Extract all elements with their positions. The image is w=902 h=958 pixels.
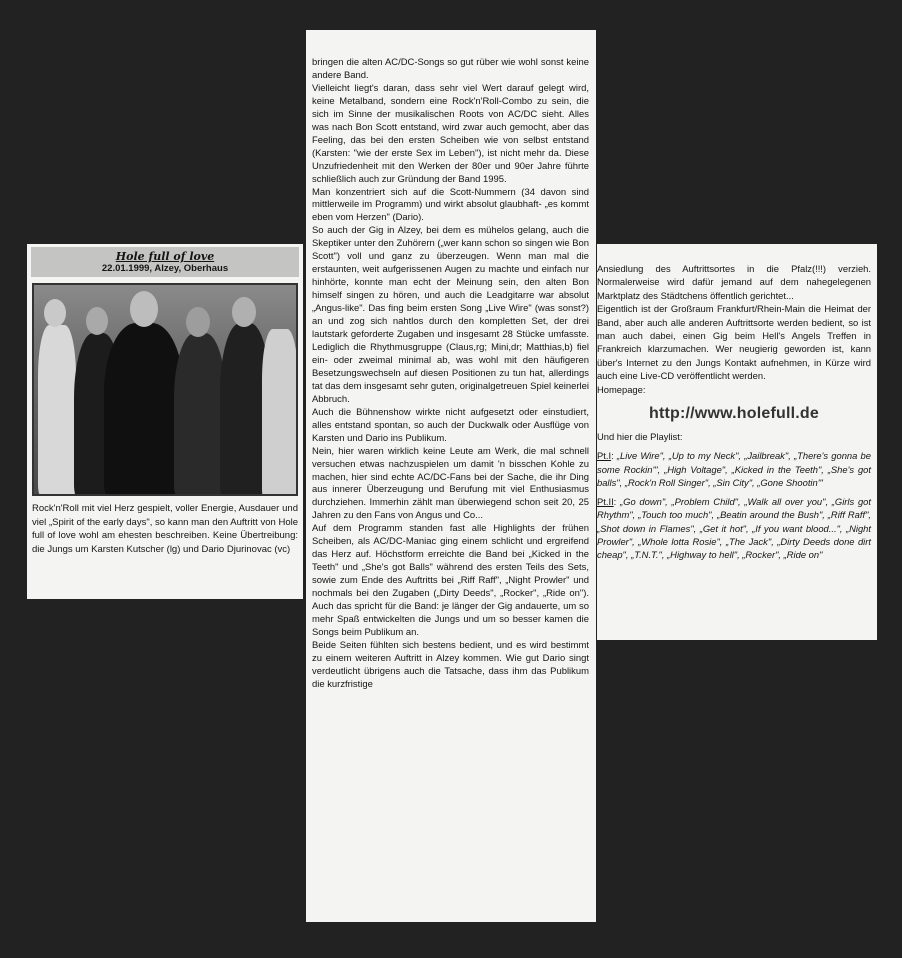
article-dateline: 22.01.1999, Alzey, Oberhaus: [101, 263, 229, 274]
paragraph: Eigentlich ist der Großraum Frankfurt/Rhein-Main die Heimat der Band, aber auch alle anderen Auftrittsorte werden bedient, so ist man auch dabei, einen Gig beim Hell's Angels Treffen in Frankreich klarzumachen. Wer neugierig geworden ist, kann über's Internet zu den Jungs Kontakt aufnehmen, in Kürze wird auch eine Live-CD veröffentlicht werden.: [597, 303, 871, 382]
paragraph: Vielleicht liegt's daran, dass sehr viel Wert darauf gelegt wird, keine Metalband, sondern eine Rock'n'Roll-Combo zu sein, die sich im Sinne der musikalischen Roots von AC/DC sieht. Alles was nach Bon Scott entstand, wird zwar auch gemocht, aber das Feeling, das bei den ersten Scheiben wie von selbst entstand (Karsten: "wie der erste Sex im Leben"), ist nicht mehr da. Diese Unzufriedenheit mit den Werken der 80er und 90er Jahre führte schließlich auch zur Gründung der Band 1995.: [312, 82, 589, 185]
article-outro-clipping: [597, 244, 877, 640]
paragraph: Auch die Bühnenshow wirkte nicht aufgesetzt oder einstudiert, alles entstand spontan, so auch der Duckwalk oder Ausflüge von Karsten und Dario ins Publikum.: [312, 406, 589, 444]
playlist-part-1: Pt.I: „Live Wire", „Up to my Neck", „Jailbreak", „There's gonna be some Rockin'", „High Voltage", „Kicked in the Teeth", „She's got balls", „Rock'n Roll Singer", „Sin City", „Gone Shootin'": [597, 450, 871, 489]
paragraph: bringen die alten AC/DC-Songs so gut rüber wie wohl sonst keine andere Band.: [312, 57, 589, 81]
band-photo: [32, 283, 298, 496]
playlist-label: Und hier die Playlist:: [597, 431, 683, 443]
homepage-url: http://www.holefull.de: [648, 405, 819, 423]
article-header: [31, 247, 299, 277]
paragraph: Beide Seiten fühlten sich bestens bedient, und es wird bestimmt zu einem weiteren Auftritt in Alzey kommen. Wie gut Dario singt verdeutlicht übrigens auch die Tatsache, dass ihm das Publikum die kurzfristige: [312, 639, 589, 690]
paragraph: Ansiedlung des Auftrittsortes in die Pfalz(!!!) verzieh. Normalerweise wird dafür jemand auf dem nahegelegenen Marktplatz des Städtchens öffentlich gerichtet...: [597, 263, 871, 301]
playlist-part-2: Pt.II: „Go down", „Problem Child", „Walk all over you", „Girls got Rhythm", „Touch too much", „Beatin around the Bush", „Riff Raff", „Shot down in Flames", „Get it hot", „If you want blood...", „Night Prowler", „Whole lotta Rosie", „The Jack", „Dirty Deeds done dirt cheap", „T.N.T.", „Highway to hell", „Rocker", „Ride on": [597, 495, 871, 561]
paragraph: Nein, hier waren wirklich keine Leute am Werk, die mal schnell versuchen etwas nachzuspielen um damit 'n bisschen Kohle zu machen, hier sind echte AC/DC-Fans bei der Sache, die ihr Ding aus innerer Überzeugung und Berufung mit viel Enthusiasmus durchziehen. Immerhin zählt man überwiegend schon seit 20, 25 Jahren zu den Fans von Angus und Co...: [312, 445, 589, 522]
playlist-songs: „Live Wire", „Up to my Neck", „Jailbreak", „There's gonna be some Rockin'", „High Voltage", „Kicked in the Teeth", „She's got balls", „Rock'n Roll Singer", „Sin City", „Gone Shootin'": [597, 450, 871, 489]
playlist-part-label: Pt.II: [597, 495, 614, 507]
paragraph: So auch der Gig in Alzey, bei dem es mühelos gelang, auch die Skeptiker unter den Zuhörern („wer kann schon so singen wie Bon Scott") voll und ganz zu überzeugen. Wenn man mal die erstaunten, weit aufgerissenen Augen zu machte und einfach nur hinhörte, konnte man echt der Meinung sein, den alten Bon himself singen zu hören, und auch die Leadgitarre war absolut „Angus-like". Das fing beim ersten Song „Live Wire" (was sonst?) an und zog sich nahtlos durch den kompletten Set, der drei lautstark geforderte Zugaben und insgesamt 28 Stücke umfasste. Lediglich die Rhythmusgruppe (Claus,rg; Mini,dr; Matthias,b) fiel ein- oder zweimal minimal ab, was wohl mit den häufigeren Besetzungswechseln auf diesen Positionen zu tun hat, allerdings tat das dem insgesamt sehr guten, originalgetreuen Spiel keinerlei Abbruch.: [312, 225, 589, 405]
playlist-songs: „Go down", „Problem Child", „Walk all over you", „Girls got Rhythm", „Touch too much", „Beatin around the Bush", „Riff Raff", „Shot down in Flames", „Get it hot", „If you want blood...", „Night Prowler", „Whole lotta Rosie", „The Jack", „Dirty Deeds done dirt cheap", „T.N.T.", „Highway to hell", „Rocker", „Ride on": [597, 495, 871, 561]
playlist-part-label: Pt.I: [597, 450, 612, 462]
homepage-label: Homepage:: [597, 383, 646, 395]
article-intro-clipping: [27, 244, 303, 599]
article-title: Hole full of love: [115, 250, 215, 263]
paragraph: Auf dem Programm standen fast alle Highlights der frühen Scheiben, als AC/DC-Maniac ging einem schlicht und ergreifend das Herz auf. Höchstform erreichte die Band bei „Kicked in the Teeth" und „She's got Balls" während des ersten Teils des Sets, sowie zum Ende des Auftritts bei „Riff Raff", „Night Prowler" und nochmals bei den Zugaben („Dirty Deeds", „Rocker", „Ride on"). Auch das spricht für die Band: je länger der Gig andauerte, um so mehr Spaß entwickelten die Jungs und um so besser kamen die Songs beim Publikum an.: [312, 523, 589, 638]
paragraph: Man konzentriert sich auf die Scott-Nummern (34 davon sind mittlerweile im Programm) und wirkt absolut glaubhaft- „es kommt eben vom Herzen" (Dario).: [312, 186, 589, 224]
article-intro-text: Rock'n'Roll mit viel Herz gespielt, voller Energie, Ausdauer und viel „Spirit of the early days", so kann man den Auftritt von Hole full of love wohl am ehesten beschreiben. Keine Übertreibung: die Jungs um Karsten Kutscher (lg) und Dario Djurinovac (vc): [32, 503, 298, 555]
article-main-clipping: [306, 30, 596, 922]
